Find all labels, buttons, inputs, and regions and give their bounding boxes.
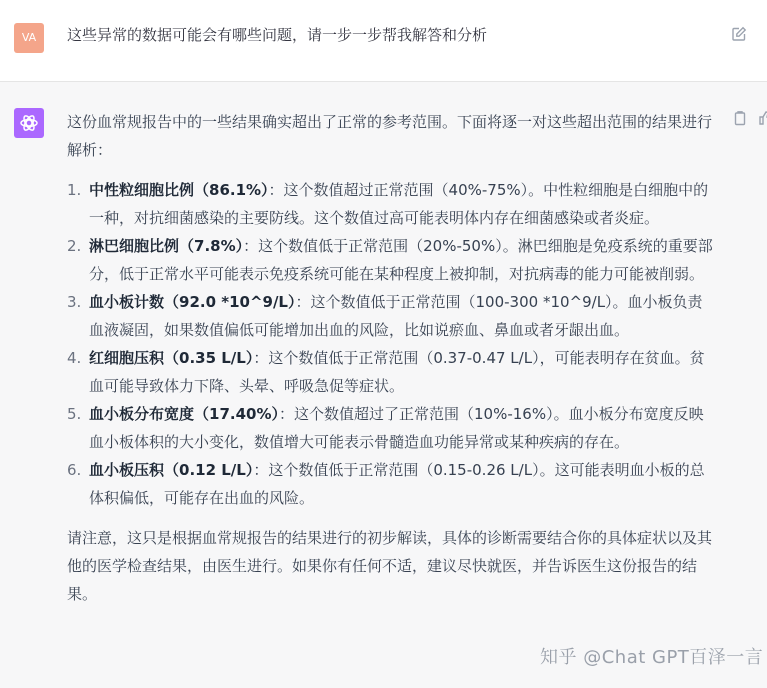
list-item: [67, 344, 717, 400]
edit-icon[interactable]: [731, 26, 747, 42]
list-item-number: 1.: [67, 181, 82, 199]
list-item-text: ：这个数值超过了正常范围（10%-16%）。血小板分布宽度反映血小板体积的大小变化，数值增大可能表示骨髓造血功能异常或某种疾病的存在。: [89, 405, 704, 451]
list-item-text: ：这个数值低于正常范围（20%-50%）。淋巴细胞是免疫系统的重要部分，低于正常水平可能表示免疫系统可能在某种程度上被抑制，对抗病毒的能力可能被削弱。: [89, 237, 713, 283]
list-item-number: 5.: [67, 405, 82, 423]
list-item: [67, 288, 717, 344]
list-item-term: 红细胞压积（0.35 L/L）: [89, 349, 254, 367]
list-item-number: 3.: [67, 293, 82, 311]
assistant-avatar: [14, 108, 44, 138]
list-item: [67, 456, 717, 512]
list-item: [67, 176, 717, 232]
list-item-text: ：这个数值低于正常范围（100-300 *10^9/L）。血小板负责血液凝固，如果数值偏低可能增加出血的风险，比如说瘀血、鼻血或者牙龈出血。: [89, 293, 703, 339]
findings-list: [67, 176, 717, 512]
list-item-number: 6.: [67, 461, 82, 479]
list-item-term: 血小板计数（92.0 *10^9/L）: [89, 293, 296, 311]
list-item-term: 中性粒细胞比例（86.1%）: [89, 181, 269, 199]
list-item-text: ：这个数值超过正常范围（40%-75%）。中性粒细胞是白细胞中的一种，对抗细菌感染的主要防线。这个数值过高可能表明体内存在细菌感染或者炎症。: [89, 181, 709, 227]
list-item: [67, 232, 717, 288]
user-message-row: [0, 0, 767, 82]
user-message-text: 这些异常的数据可能会有哪些问题，请一步一步帮我解答和分析: [67, 26, 488, 44]
list-item-text: ：这个数值低于正常范围（0.37-0.47 L/L），可能表明存在贫血。贫血可能导致体力下降、头晕、呼吸急促等症状。: [89, 349, 705, 395]
assistant-message-content: [67, 108, 717, 608]
list-item-text: ：这个数值低于正常范围（0.15-0.26 L/L）。这可能表明血小板的总体积偏低，可能存在出血的风险。: [89, 461, 705, 507]
closing-paragraph: 请注意，这只是根据血常规报告的结果进行的初步解读，具体的诊断需要结合你的具体症状以及其他的医学检查结果，由医生进行。如果你有任何不适，建议尽快就医，并告诉医生这份报告的结果。: [67, 529, 713, 603]
watermark: 知乎 @Chat GPT百泽一言: [540, 647, 764, 668]
list-item: [67, 400, 717, 456]
copy-icon[interactable]: [732, 110, 748, 126]
intro-paragraph: 这份血常规报告中的一些结果确实超出了正常的参考范围。下面将逐一对这些超出范围的结果进行解析：: [67, 113, 713, 159]
list-item-term: 淋巴细胞比例（7.8%）: [89, 237, 244, 255]
thumbs-up-icon[interactable]: [759, 110, 767, 126]
list-item-number: 4.: [67, 349, 82, 367]
list-item-number: 2.: [67, 237, 82, 255]
openai-logo-icon: [19, 113, 39, 133]
user-avatar: VA: [14, 23, 44, 53]
list-item-term: 血小板分布宽度（17.40%）: [89, 405, 279, 423]
assistant-message-row: [0, 82, 767, 688]
list-item-term: 血小板压积（0.12 L/L）: [89, 461, 254, 479]
